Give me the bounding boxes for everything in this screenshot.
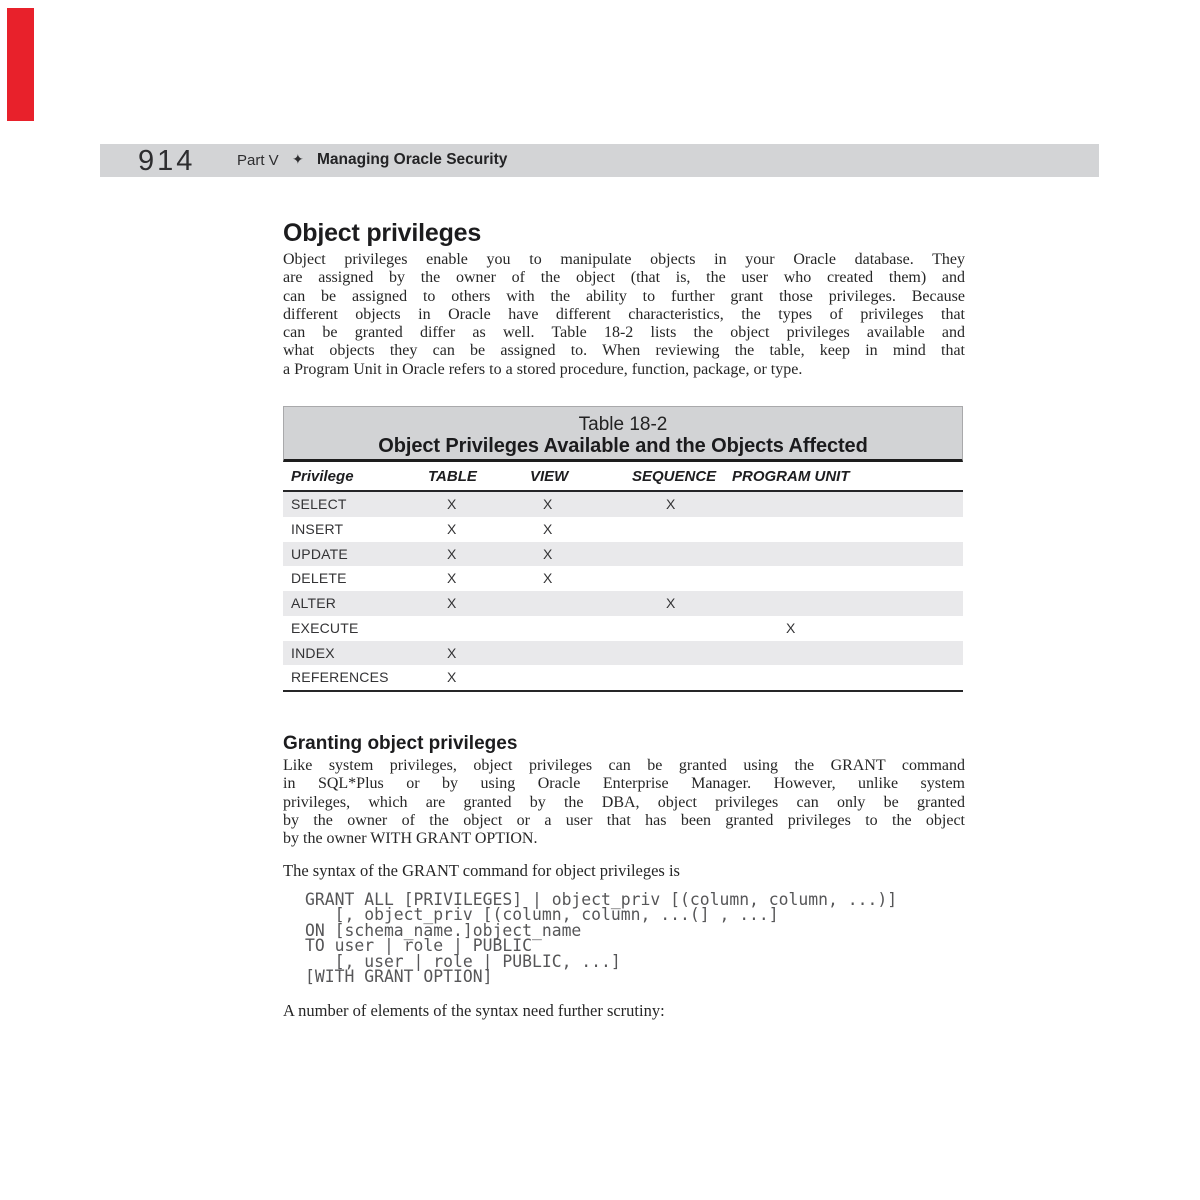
privilege-cell: SELECT <box>291 496 347 512</box>
text-line: [, object_priv [(column, column, ...(] , ...] <box>305 905 779 925</box>
table-mark-cell: X <box>447 669 457 686</box>
column-header-view: VIEW <box>530 468 569 485</box>
page-header-bar <box>100 144 1099 177</box>
sequence-mark-cell <box>632 542 732 567</box>
table-row <box>283 616 963 641</box>
part-title: Managing Oracle Security <box>317 151 508 168</box>
program-unit-mark-cell: X <box>786 619 796 636</box>
section-heading-object-privileges: Object privileges <box>283 219 482 247</box>
privilege-cell: UPDATE <box>291 545 348 562</box>
table-title: Object Privileges Available and the Objects Affected <box>378 435 868 457</box>
text-line: GRANT ALL [PRIVILEGES] | object_priv [(column, column, ...)] <box>305 890 898 909</box>
table-mark-cell <box>428 616 530 641</box>
table-row <box>283 566 963 591</box>
sequence-mark-cell <box>632 566 732 591</box>
column-header-privilege: Privilege <box>291 468 354 485</box>
part-label: Part V <box>237 152 279 169</box>
privileges-table <box>283 406 963 692</box>
section-heading-granting: Granting object privileges <box>283 733 518 754</box>
sequence-mark-cell: X <box>666 496 676 512</box>
text-line: are assigned by the owner of the object (that is, the user who created them) and <box>283 269 965 287</box>
table-mark-cell: X <box>447 595 457 611</box>
closing-line: A number of elements of the syntax need further scrutiny: <box>283 1001 665 1020</box>
column-header-program-unit: PROGRAM UNIT <box>732 468 850 485</box>
sequence-mark-cell <box>632 665 732 690</box>
text-line: [, user | role | PUBLIC, ...] <box>305 951 621 971</box>
program-unit-mark-cell <box>732 591 963 616</box>
text-line: ON [schema_name.]object_name <box>305 920 582 940</box>
text-line: different objects in Oracle have different characteristics, the types of privileges that <box>283 305 965 323</box>
text-line: by the owner WITH GRANT OPTION. <box>283 830 538 848</box>
table-row <box>283 665 963 690</box>
sequence-mark-cell: X <box>666 595 676 611</box>
text-line: [WITH GRANT OPTION] <box>305 967 493 987</box>
column-header-sequence: SEQUENCE <box>632 468 717 485</box>
page-number: 914 <box>138 145 196 177</box>
sequence-mark-cell <box>632 641 732 666</box>
table-row <box>283 517 963 542</box>
table-mark-cell: X <box>447 570 457 587</box>
program-unit-mark-cell <box>732 641 963 666</box>
grant-syntax-code-block <box>305 890 898 987</box>
sequence-mark-cell <box>632 616 732 641</box>
table-title-box <box>283 406 963 462</box>
text-line: what objects they can be assigned to. When reviewing the table, keep in mind that <box>283 342 965 360</box>
privilege-cell: INSERT <box>291 520 344 537</box>
view-mark-cell <box>530 665 632 690</box>
diamond-icon: ✦ <box>292 151 304 167</box>
table-row <box>283 492 963 517</box>
view-mark-cell: X <box>543 570 553 587</box>
table-row <box>283 641 963 666</box>
view-mark-cell: X <box>543 496 553 512</box>
privilege-cell: INDEX <box>291 644 335 661</box>
syntax-intro-line: The syntax of the GRANT command for object privileges is <box>283 861 680 880</box>
table-mark-cell: X <box>447 496 457 512</box>
view-mark-cell: X <box>543 520 553 537</box>
text-line: a Program Unit in Oracle refers to a stored procedure, function, package, or type. <box>283 360 803 378</box>
column-header-table: TABLE <box>428 468 477 485</box>
privilege-cell: ALTER <box>291 595 337 611</box>
privilege-cell: EXECUTE <box>291 619 359 636</box>
table-row <box>283 542 963 567</box>
privilege-cell: DELETE <box>291 570 347 587</box>
sequence-mark-cell <box>632 517 732 542</box>
table-mark-cell: X <box>447 520 457 537</box>
view-mark-cell: X <box>543 545 553 562</box>
paragraph-object-privileges <box>283 251 965 379</box>
view-mark-cell <box>530 641 632 666</box>
table-row <box>283 591 963 616</box>
program-unit-mark-cell <box>732 492 963 517</box>
text-line: Like system privileges, object privileges can be granted using the GRANT command <box>283 757 965 774</box>
view-mark-cell <box>530 616 632 641</box>
text-line: TO user | role | PUBLIC <box>305 936 532 956</box>
text-line: can be granted differ as well. Table 18-2 lists the object privileges available and <box>283 324 965 342</box>
table-header-row <box>283 462 963 492</box>
table-number: Table 18-2 <box>578 414 668 435</box>
text-line: in SQL*Plus or by using Oracle Enterprise Manager. However, unlike system <box>283 775 965 793</box>
table-body <box>283 492 963 692</box>
privilege-cell: REFERENCES <box>291 669 389 686</box>
program-unit-mark-cell <box>732 542 963 567</box>
text-line: by the owner of the object or a user that has been granted privileges to the object <box>283 811 965 829</box>
red-marker-bar <box>7 8 34 121</box>
program-unit-mark-cell <box>732 517 963 542</box>
table-mark-cell: X <box>447 644 457 661</box>
view-mark-cell <box>530 591 632 616</box>
table-mark-cell: X <box>447 545 457 562</box>
text-line: can be assigned to others with the ability to further grant those privileges. Because <box>283 287 965 305</box>
program-unit-mark-cell <box>732 566 963 591</box>
program-unit-mark-cell <box>732 665 963 690</box>
text-line: privileges, which are granted by the DBA, object privileges can only be granted <box>283 793 965 811</box>
text-line: Object privileges enable you to manipulate objects in your Oracle database. They <box>283 251 965 268</box>
paragraph-granting <box>283 757 965 848</box>
